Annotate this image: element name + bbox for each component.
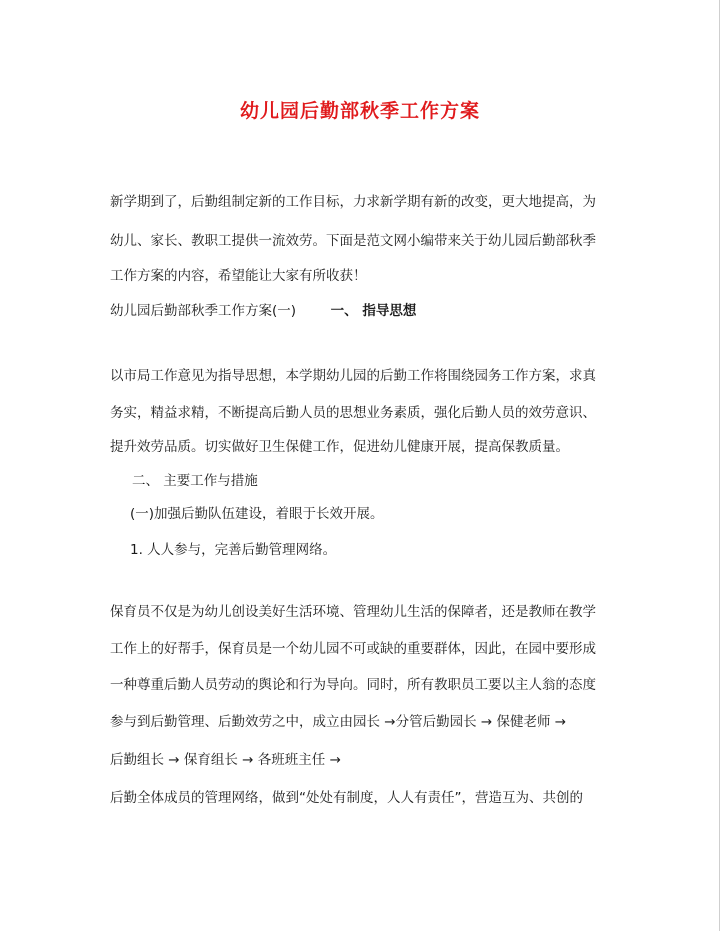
section1-line-2: 务实，精益求精，不断提高后勤人员的思想业务素质，强化后勤人员的效劳意识、 (110, 405, 596, 421)
item1-line-2: 工作上的好帮手，保育员是一个幼儿园不可或缺的重要群体，因此，在园中要形成 (110, 641, 596, 657)
item1-line-3: 一种尊重后勤人员劳动的舆论和行为导向。同时，所有教职员工要以主人翁的态度 (110, 677, 596, 693)
section2-heading: 二、 主要工作与措施 (132, 473, 258, 489)
item1-line-1: 保育员不仅是为幼儿创设美好生活环境、管理幼儿生活的保障者，还是教师在教学 (110, 604, 596, 620)
item1-heading: 1. 人人参与，完善后勤管理网络。 (130, 542, 337, 558)
plan-heading: 幼儿园后勤部秋季工作方案(一) (110, 303, 297, 319)
item1-line-5: 后勤组长 → 保育组长 → 各班班主任 → (110, 752, 341, 768)
plan-heading-row (110, 301, 610, 321)
section1-line-3: 提升效劳品质。切实做好卫生保健工作，促进幼儿健康开展，提高保教质量。 (110, 439, 569, 455)
section1-heading: 一、 指导思想 (330, 303, 417, 319)
document-title: 幼儿园后勤部秋季工作方案 (239, 100, 480, 122)
section1-line-1: 以市局工作意见为指导思想，本学期幼儿园的后勤工作将围绕园务工作方案，求真 (110, 368, 596, 384)
item1-line-4: 参与到后勤管理、后勤效劳之中，成立由园长 →分管后勤园长 → 保健老师 → (110, 714, 567, 730)
intro-line-3: 工作方案的内容，希望能让大家有所收获！ (110, 268, 367, 284)
intro-line-2: 幼儿、家长、教职工提供一流效劳。下面是范文网小编带来关于幼儿园后勤部秋季 (110, 233, 596, 249)
intro-line-1: 新学期到了，后勤组制定新的工作目标，力求新学期有新的改变，更大地提高，为 (110, 194, 596, 210)
item1-line-6: 后勤全体成员的管理网络，做到“处处有制度，人人有责任”，营造互为、共创的 (110, 790, 583, 806)
subsection1-heading: (一)加强后勤队伍建设，着眼于长效开展。 (130, 506, 384, 522)
